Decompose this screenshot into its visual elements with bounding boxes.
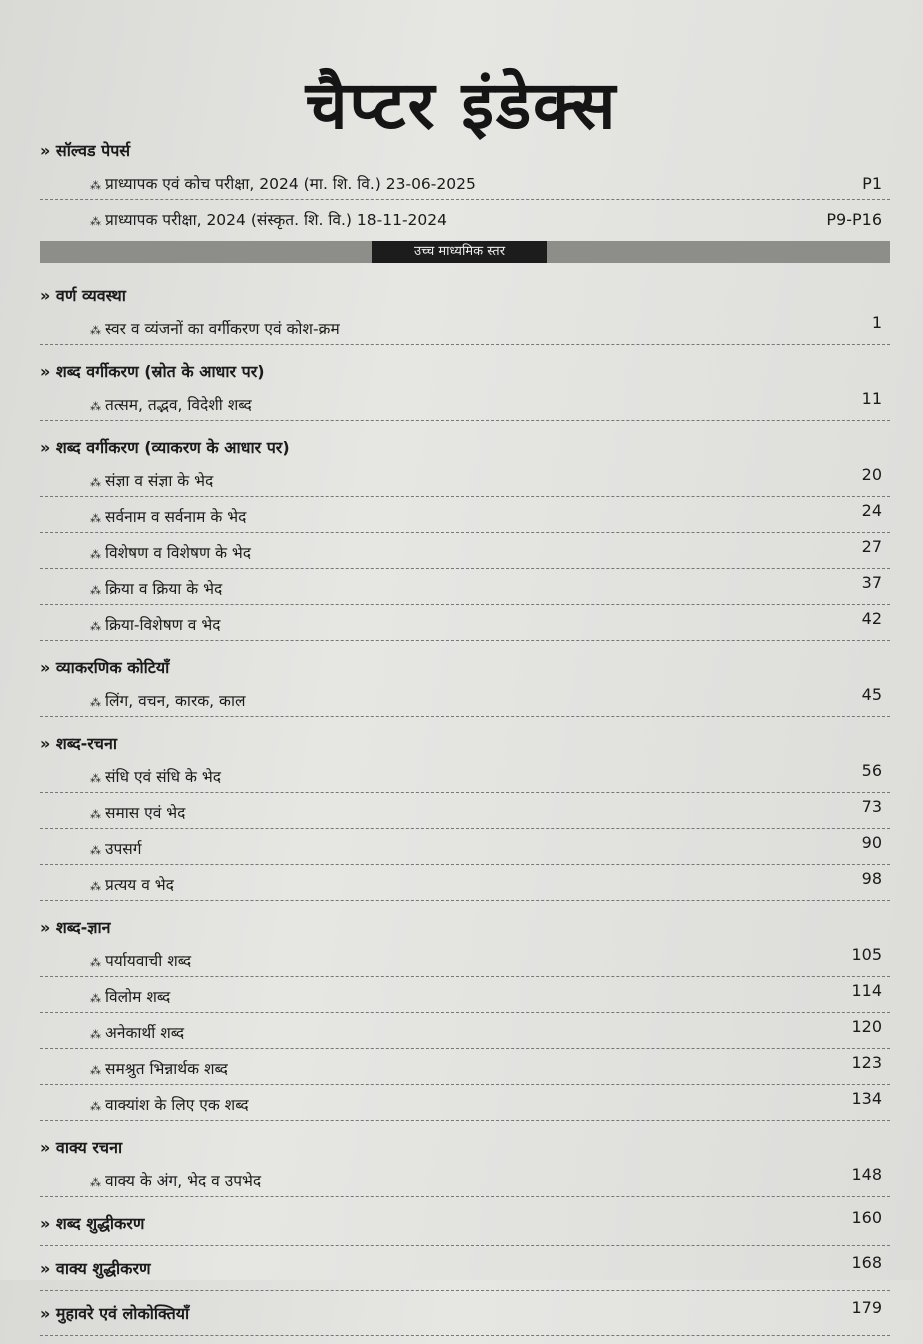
item-mark-icon: ⁂ (90, 179, 101, 192)
item-label: सर्वनाम व सर्वनाम के भेद (105, 508, 247, 526)
list-item (40, 681, 890, 717)
list-item (40, 977, 890, 1013)
bullet: » (40, 734, 51, 753)
section-title (40, 1253, 890, 1282)
item-mark-icon: ⁂ (90, 215, 101, 228)
page-number: 168 (851, 1253, 882, 1272)
section (40, 1208, 890, 1246)
page-number: 90 (861, 833, 882, 852)
page-number: 123 (851, 1053, 882, 1072)
page-number: 120 (851, 1017, 882, 1036)
item-label: प्रत्यय व भेद (105, 876, 174, 894)
list-item (40, 793, 890, 829)
section-title-text: सॉल्वड पेपर्स (55, 141, 131, 160)
list-item (40, 605, 890, 641)
level-band (40, 241, 890, 263)
bullet: » (40, 1138, 51, 1157)
section (40, 731, 890, 901)
page-number: P1 (862, 174, 882, 193)
list-item (40, 1161, 890, 1197)
item-mark-icon: ⁂ (90, 696, 101, 709)
page-number: 20 (861, 465, 882, 484)
section-title (40, 1298, 890, 1327)
bullet: » (40, 918, 51, 937)
item-mark-icon: ⁂ (90, 772, 101, 785)
section-title-text: वर्ण व्यवस्था (55, 286, 126, 305)
list-item (40, 461, 890, 497)
section (40, 435, 890, 641)
page-number: 114 (851, 981, 882, 1000)
list-item (40, 569, 890, 605)
page-number: P9-P16 (826, 210, 882, 229)
item-label: प्राध्यापक परीक्षा, 2024 (संस्कृत. शि. वि.) 18-11-2024 (105, 211, 447, 229)
item-label: समश्रुत भिन्नार्थक शब्द (105, 1060, 228, 1078)
section-title-text: वाक्य शुद्धीकरण (55, 1259, 151, 1278)
page-number: 105 (851, 945, 882, 964)
item-mark-icon: ⁂ (90, 808, 101, 821)
section-title (40, 1208, 890, 1237)
section-title-text: शब्द शुद्धीकरण (55, 1214, 145, 1233)
item-mark-icon: ⁂ (90, 324, 101, 337)
list-item (40, 1013, 890, 1049)
page-number: 134 (851, 1089, 882, 1108)
item-label: समास एवं भेद (105, 804, 186, 822)
bullet: » (40, 141, 51, 160)
item-mark-icon: ⁂ (90, 880, 101, 893)
item-label: वाक्य के अंग, भेद व उपभेद (105, 1172, 262, 1190)
page-number: 56 (861, 761, 882, 780)
item-label: प्राध्यापक एवं कोच परीक्षा, 2024 (मा. शि. वि.) 23-06-2025 (105, 175, 476, 193)
list-item (40, 385, 890, 421)
item-mark-icon: ⁂ (90, 1176, 101, 1189)
page-number: 37 (861, 573, 882, 592)
item-mark-icon: ⁂ (90, 620, 101, 633)
section-title (40, 915, 890, 941)
page-number: 98 (861, 869, 882, 888)
item-label: क्रिया-विशेषण व भेद (105, 616, 221, 634)
page-number: 27 (861, 537, 882, 556)
item-label: संज्ञा व संज्ञा के भेद (105, 472, 214, 490)
page-number: 160 (851, 1208, 882, 1227)
item-mark-icon: ⁂ (90, 512, 101, 525)
page-title: चैप्टर इंडेक्स (305, 67, 618, 144)
section-title-text: शब्द वर्गीकरण (स्रोत के आधार पर) (55, 362, 265, 381)
list-item (40, 497, 890, 533)
list-item (40, 757, 890, 793)
list-item (40, 1085, 890, 1121)
section (40, 1135, 890, 1197)
item-mark-icon: ⁂ (90, 400, 101, 413)
item-label: स्वर व व्यंजनों का वर्गीकरण एवं कोश-क्रम (105, 320, 340, 338)
bullet: » (40, 438, 51, 457)
list-item (40, 865, 890, 901)
page-number: 1 (871, 313, 882, 332)
item-mark-icon: ⁂ (90, 992, 101, 1005)
item-label: विलोम शब्द (105, 988, 171, 1006)
section-title-text: वाक्य रचना (55, 1138, 123, 1157)
item-label: अनेकार्थी शब्द (105, 1024, 185, 1042)
item-label: तत्सम, तद्भव, विदेशी शब्द (105, 396, 252, 414)
page-number: 45 (861, 685, 882, 704)
section (40, 359, 890, 421)
section-title (40, 731, 890, 757)
item-mark-icon: ⁂ (90, 1100, 101, 1113)
item-label: उपसर्ग (105, 840, 142, 858)
item-mark-icon: ⁂ (90, 1028, 101, 1041)
item-mark-icon: ⁂ (90, 956, 101, 969)
section-title (40, 138, 890, 164)
list-item (40, 829, 890, 865)
page-number: 11 (861, 389, 882, 408)
section-solved-papers (40, 138, 890, 235)
item-mark-icon: ⁂ (90, 476, 101, 489)
list-item (40, 309, 890, 345)
section (40, 283, 890, 345)
list-item (40, 1049, 890, 1085)
section (40, 1253, 890, 1291)
section-title (40, 283, 890, 309)
section (40, 655, 890, 717)
section-title (40, 1135, 890, 1161)
section-title-text: शब्द-ज्ञान (55, 918, 111, 937)
list-item (40, 164, 890, 200)
item-mark-icon: ⁂ (90, 548, 101, 561)
bullet: » (40, 658, 51, 677)
bullet: » (40, 1214, 51, 1233)
section-title-text: शब्द-रचना (55, 734, 117, 753)
page-number: 179 (851, 1298, 882, 1317)
list-item (40, 200, 890, 235)
page-number: 42 (861, 609, 882, 628)
item-mark-icon: ⁂ (90, 584, 101, 597)
section-title (40, 655, 890, 681)
page-number: 148 (851, 1165, 882, 1184)
bullet: » (40, 1259, 51, 1278)
list-item (40, 533, 890, 569)
bullet: » (40, 286, 51, 305)
section-title (40, 435, 890, 461)
section-title (40, 359, 890, 385)
item-label: लिंग, वचन, कारक, काल (105, 692, 246, 710)
item-label: क्रिया व क्रिया के भेद (105, 580, 223, 598)
section-title-text: शब्द वर्गीकरण (व्याकरण के आधार पर) (55, 438, 290, 457)
bullet: » (40, 1304, 51, 1323)
bullet: » (40, 362, 51, 381)
item-label: संधि एवं संधि के भेद (105, 768, 221, 786)
level-label: उच्च माध्यमिक स्तर (372, 241, 547, 263)
section (40, 1298, 890, 1336)
chapter-index (40, 138, 890, 1344)
item-mark-icon: ⁂ (90, 844, 101, 857)
item-label: वाक्यांश के लिए एक शब्द (105, 1096, 249, 1114)
section (40, 915, 890, 1121)
item-mark-icon: ⁂ (90, 1064, 101, 1077)
page-number: 73 (861, 797, 882, 816)
page-number: 24 (861, 501, 882, 520)
item-label: पर्यायवाची शब्द (105, 952, 192, 970)
list-item (40, 941, 890, 977)
section-title-text: मुहावरे एवं लोकोक्तियाँ (55, 1304, 190, 1323)
section-title-text: व्याकरणिक कोटियाँ (55, 658, 170, 677)
item-label: विशेषण व विशेषण के भेद (105, 544, 252, 562)
